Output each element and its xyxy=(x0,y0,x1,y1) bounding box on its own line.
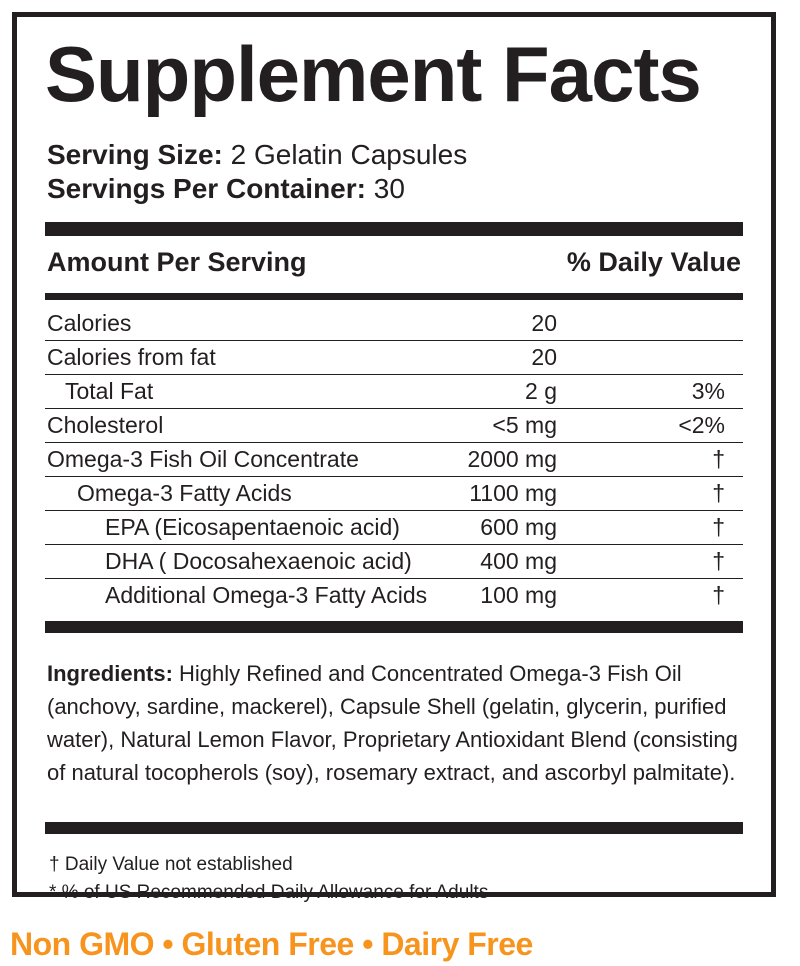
amount-per-serving-header: Amount Per Serving xyxy=(47,247,307,277)
nutrient-row xyxy=(45,341,743,375)
nutrient-amount: 2000 mg xyxy=(467,446,557,472)
nutrient-name: Calories from fat xyxy=(47,344,216,370)
nutrient-daily-value: <2% xyxy=(678,412,725,438)
nutrient-amount: <5 mg xyxy=(492,412,557,438)
nutrient-name: Omega-3 Fish Oil Concentrate xyxy=(47,446,359,472)
servings-per-container-value: 30 xyxy=(373,173,405,204)
servings-per-container-label: Servings Per Container: xyxy=(47,173,366,204)
nutrient-name: Omega-3 Fatty Acids xyxy=(77,480,292,506)
nutrient-amount: 400 mg xyxy=(480,548,557,574)
serving-size xyxy=(47,141,467,169)
servings-per-container xyxy=(47,175,405,203)
nutrient-name: Total Fat xyxy=(65,378,154,404)
ingredients-label: Ingredients: xyxy=(47,661,173,686)
daily-value-header: % Daily Value xyxy=(566,247,741,277)
ingredients-text: Highly Refined and Concentrated Omega-3 Fish Oil (anchovy, sardine, mackerel), Capsule Shell (gelatin, glycerin, purified water), Natural Lemon Flavor, Proprietary Antioxidant Blend (consisting of natural tocopherols (soy), rosemary extract, and ascorbyl palmitate). xyxy=(47,661,738,785)
nutrient-daily-value: 3% xyxy=(691,378,725,404)
thick-divider-ingredients xyxy=(45,621,743,633)
label-title: Supplement Facts xyxy=(45,30,701,118)
serving-size-label: Serving Size: xyxy=(47,139,223,170)
thick-divider-footnotes xyxy=(45,822,743,834)
nutrient-daily-value: † xyxy=(712,548,725,574)
nutrient-name: Cholesterol xyxy=(47,412,164,438)
nutrient-amount: 100 mg xyxy=(480,582,557,608)
product-claims: Non GMO • Gluten Free • Dairy Free xyxy=(10,926,533,962)
nutrient-row xyxy=(45,409,743,443)
nutrient-amount: 20 xyxy=(531,310,557,336)
nutrient-amount: 2 g xyxy=(525,378,557,404)
nutrient-row xyxy=(45,545,743,579)
nutrient-row xyxy=(45,511,743,545)
nutrient-name: Calories xyxy=(47,310,132,336)
nutrient-row xyxy=(45,307,743,341)
footnote-daily-value: † Daily Value not established xyxy=(49,854,293,875)
supplement-facts-panel xyxy=(12,12,776,903)
nutrient-row xyxy=(45,375,743,409)
thick-divider-header xyxy=(45,293,743,300)
ingredients-statement xyxy=(47,657,757,789)
nutrient-daily-value: † xyxy=(712,514,725,540)
nutrient-daily-value: † xyxy=(712,480,725,506)
nutrient-amount: 1100 mg xyxy=(469,480,557,506)
nutrient-row xyxy=(45,443,743,477)
nutrient-name: Additional Omega-3 Fatty Acids xyxy=(105,582,428,608)
nutrient-daily-value: † xyxy=(712,446,725,472)
nutrient-amount: 20 xyxy=(531,344,557,370)
nutrient-row xyxy=(45,477,743,511)
nutrient-amount: 600 mg xyxy=(480,514,557,540)
nutrient-daily-value: † xyxy=(712,582,725,608)
thick-divider-top xyxy=(45,222,743,236)
footnote-allowance: * % of US Recommended Daily Allowance for Adults xyxy=(49,882,489,903)
nutrient-name: DHA ( Docosahexaenoic acid) xyxy=(105,548,412,574)
nutrient-row xyxy=(45,579,743,612)
nutrient-name: EPA (Eicosapentaenoic acid) xyxy=(105,514,400,540)
serving-size-value: 2 Gelatin Capsules xyxy=(230,139,468,170)
